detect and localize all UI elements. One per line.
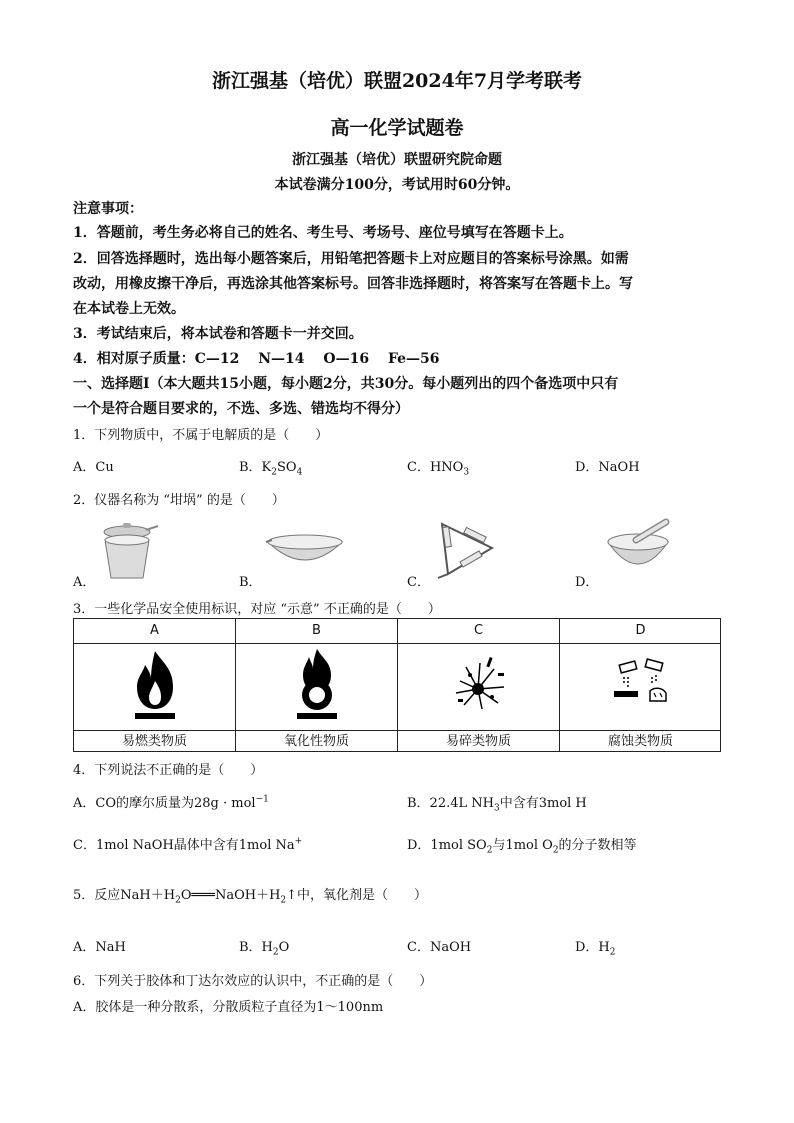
q2-option-b-label: B． [239,575,262,590]
note-1: 1．答题前，考生务必将自己的姓名、考生号、考场号、座位号填写在答题卡上。 [73,225,573,241]
hazard-symbol-table [73,618,721,752]
table-header-d: D [635,623,646,638]
q1-option-b: B．$K_2SO_4$ [239,460,303,478]
q4-stem: 4．下列说法不正确的是（ ） [73,763,264,778]
crucible-image [96,518,160,582]
section-heading-line2: 一个是符合题目要求的，不选、多选、错选均不得分） [73,401,409,417]
exam-title: 浙江强基（培优）联盟2024年7月学考联考 [211,70,583,92]
note-4: 4．相对原子质量：C—12 N—14 O—16 Fe—56 [73,351,440,367]
q1-option-d: D．NaOH [575,460,640,475]
q2-option-c-label: C． [407,575,430,590]
oxidizer-icon [291,647,343,721]
caption-fragile: 易碎类物质 [445,734,511,749]
evaporating-dish-image [264,530,346,570]
q1-stem: 1．下列物质中，不属于电解质的是（ ） [73,428,329,443]
notes-heading: 注意事项： [73,201,143,217]
section-heading-line1: 一、选择题Ⅰ（本大题共15小题，每小题2分，共30分。每小题列出的四个备选项中只有 [73,376,619,392]
q5-stem: 5．反应$NaH+H_2O═══NaOH+H_2↑$中，氧化剂是（ ） [73,888,428,906]
q4-option-a: A．CO的摩尔质量为28g · mol$^{-1}$ [73,794,269,811]
q4-option-d: D．1mol $SO_2$与1mol $O_2$的分子数相等 [407,838,637,856]
q1-option-a: A．Cu [73,460,114,475]
exam-org: 浙江强基（培优）联盟研究院命题 [292,152,502,168]
corrosive-icon [610,647,672,721]
q1-option-c: C．$HNO_3$ [407,460,470,478]
caption-corrosive: 腐蚀类物质 [607,734,673,749]
mortar-pestle-image [600,516,676,578]
explosive-icon [448,647,510,721]
note-2-line2: 改动，用橡皮擦干净后，再选涂其他答案标号。回答非选择题时，将答案写在答题卡上。写 [73,276,633,292]
caption-flammable: 易燃类物质 [121,734,187,749]
exam-info: 本试卷满分100分，考试用时60分钟。 [274,177,520,193]
note-2-line3: 在本试卷上无效。 [73,301,185,317]
table-header-a: A [150,623,159,638]
flammable-icon [129,647,181,721]
q3-stem: 3．一些化学品安全使用标识，对应 “示意” 不正确的是（ ） [73,602,441,617]
q6-option-a: A．胶体是一种分散系，分散质粒子直径为1～100nm [73,1000,384,1015]
q5-option-b: B．$H_2O$ [239,940,290,958]
q5-option-a: A．NaH [73,940,126,955]
q6-stem: 6．下列关于胶体和丁达尔效应的认识中，不正确的是（ ） [73,974,433,989]
table-header-b: B [312,623,321,638]
q2-stem: 2．仪器名称为 “坩埚” 的是（ ） [73,493,285,508]
caption-oxidizer: 氧化性物质 [283,734,349,749]
q4-option-b: B．22.4L $NH_3$中含有3mol H [407,796,587,814]
exam-subtitle: 高一化学试题卷 [330,117,464,139]
q5-option-d: D．$H_2$ [575,940,616,958]
table-header-c: C [473,623,484,638]
note-2-line1: 2．回答选择题时，选出每小题答案后，用铅笔把答题卡上对应题目的答案标号涂黑。如需 [73,251,629,267]
q2-option-a-label: A． [73,575,96,590]
q2-option-d-label: D． [575,575,599,590]
pipe-clay-triangle-image [430,518,500,580]
q4-option-c: C．1mol NaOH晶体中含有1mol Na+ [73,836,303,853]
q5-option-c: C．NaOH [407,940,472,955]
note-3: 3．考试结束后，将本试卷和答题卡一并交回。 [73,326,363,342]
